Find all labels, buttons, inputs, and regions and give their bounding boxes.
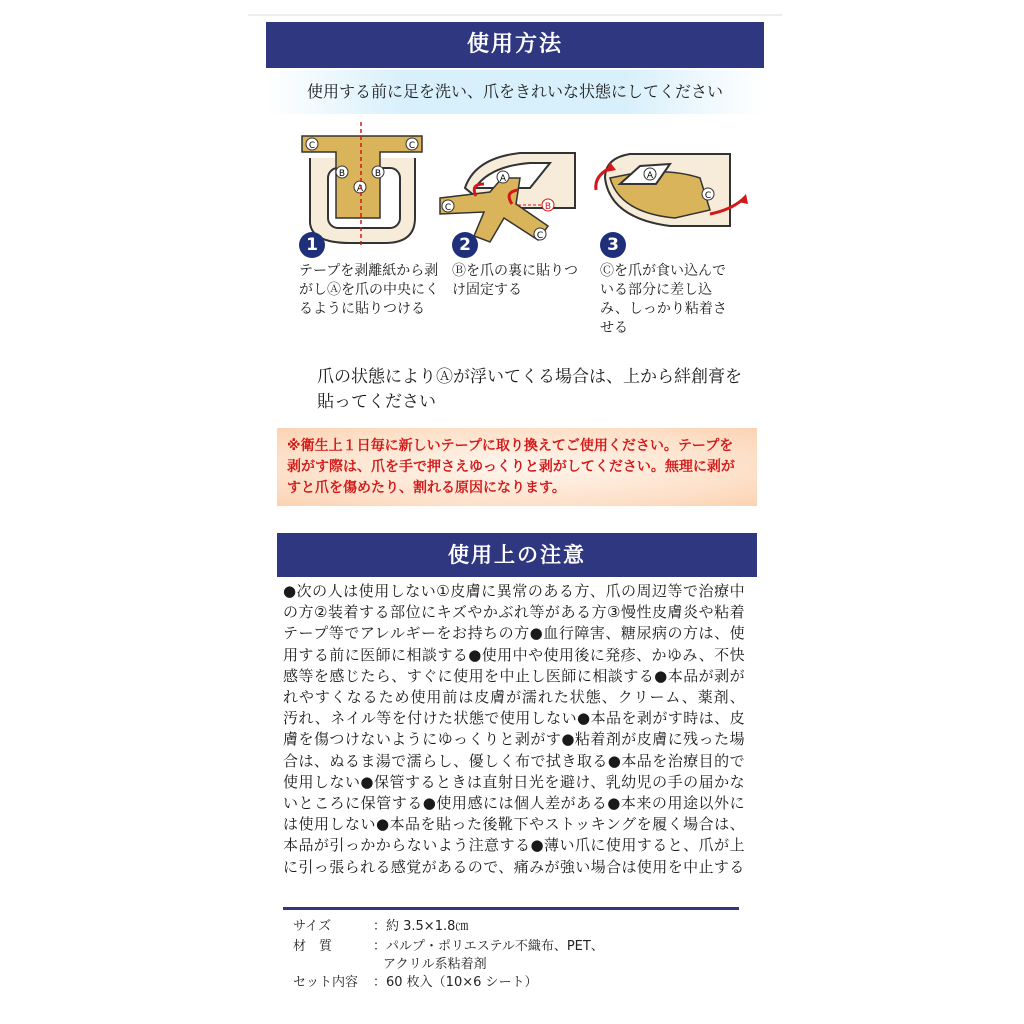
step-1-text: テープを剥離紙から剥がしⒶを爪の中央にくるように貼りつける [299, 263, 439, 317]
spec-size [293, 918, 753, 936]
spec-size-value: ：約 3.5×1.8㎝ [373, 919, 469, 934]
spec-material-value-1: ：パルプ・ポリエステル不織布、PET、 [373, 939, 604, 954]
spec-set [293, 974, 753, 992]
spec-set-label: セット内容 [293, 975, 359, 990]
top-divider [248, 14, 782, 16]
spec-material-2 [293, 956, 753, 974]
step-2-text: Ⓑを爪の裏に貼りつけ固定する [452, 263, 578, 298]
step-1-number: 1 [299, 232, 325, 258]
step2-diagram [440, 153, 575, 242]
step1-diagram [302, 122, 422, 248]
usage-title: 使用方法 [266, 22, 764, 68]
text-c-3: C [444, 203, 452, 213]
text-a-3: A [646, 171, 654, 181]
step-illustrations [290, 118, 760, 248]
text-b-3: B [544, 202, 552, 212]
spec-size-label: サイズ [293, 919, 331, 934]
text-c-1: C [308, 141, 316, 151]
text-c-4: C [536, 231, 544, 241]
text-a-1: A [356, 184, 364, 194]
spec-material [293, 938, 753, 956]
step-3-text: Ⓒを爪が食い込んでいる部分に差し込み、しっかり粘着させる [600, 263, 727, 336]
step-3-number: 3 [600, 232, 626, 258]
caution-title: 使用上の注意 [277, 533, 757, 577]
spec-divider [283, 907, 739, 910]
spec-material-value-2: アクリル系粘着剤 [383, 957, 487, 972]
text-c-5: C [704, 191, 712, 201]
text-b-1: B [338, 169, 346, 179]
caution-body: ●次の人は使用しない①皮膚に異常のある方、爪の周辺等で治療中の方②装着する部位にキズやかぶれ等がある方③慢性皮膚炎や粘着テープ等でアレルギーをお持ちの方●血行障害、糖尿病の方は、使用する前に医師に相談する●使用中や使用後に発疹、かゆみ、不快感等を感じたら、すぐに使用を中止し医師に相談する●本品が剥がれやすくなるため使用前は皮膚が濡れた状態、クリーム、薬剤、汚れ、ネイル等を付けた状態で使用しない●本品を剥がす時は、皮膚を傷つけないようにゆっくりと剥がす●粘着剤が皮膚に残った場合は、ぬるま湯で濡らし、優しく布で拭き取る●本品を治療目的で使用しない●保管するときは直射日光を避け、乳幼児の手の届かないところに保管する●使用感には個人差がある●本来の用途以外には使用しない●本品を貼った後靴下やストッキングを履く場合は、本品が引っかからないよう注意する●薄い爪に使用すると、爪が上に引っ張られる感覚があるので、痛みが強い場合は使用を中止する [283, 582, 745, 876]
text-b-2: B [374, 169, 382, 179]
bandage-note: 爪の状態によりⒶが浮いてくる場合は、上から絆創膏を貼ってください [317, 367, 742, 412]
hygiene-warning: ※衛生上１日毎に新しいテープに取り換えてご使用ください。テープを剥がす際は、爪を手で押さえゆっくりと剥がしてください。無理に剥がすと爪を傷めたり、割れる原因になります。 [277, 428, 757, 506]
text-a-2: A [499, 174, 507, 184]
step-2-number: 2 [452, 232, 478, 258]
spec-set-value: ：60 枚入（10×6 シート） [373, 975, 538, 990]
usage-subtitle: 使用する前に足を洗い、爪をきれいな状態にしてください [266, 70, 764, 114]
spec-material-label: 材 質 [293, 939, 333, 954]
step3-diagram [596, 154, 748, 226]
text-c-2: C [408, 141, 416, 151]
